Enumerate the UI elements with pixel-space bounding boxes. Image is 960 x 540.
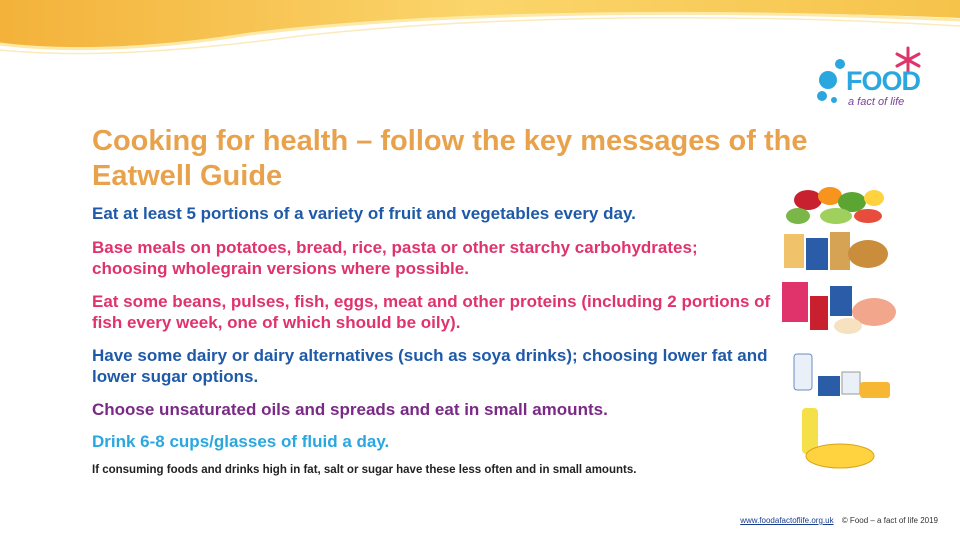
eatwell-food-illustration (778, 186, 904, 474)
message-starchy-carbs: Base meals on potatoes, bread, rice, pasta or other starchy carbohydrates; choosing wholegrain versions where possible. (92, 238, 698, 278)
slide-title: Cooking for health – follow the key messages of the Eatwell Guide (92, 125, 808, 192)
message-proteins: Eat some beans, pulses, fish, eggs, meat and other proteins (including 2 portions of fish every week, one of which should be oily). (92, 292, 771, 332)
food-fact-of-life-logo (812, 42, 932, 118)
message-oils-spreads: Choose unsaturated oils and spreads and eat in small amounts. (92, 400, 608, 419)
website-link[interactable]: www.foodafactoflife.org.uk (740, 516, 834, 525)
footer (740, 516, 938, 525)
logo-tagline: a fact of life (848, 96, 905, 108)
logo-wordmark: FOOD (846, 66, 920, 96)
fruit-veg-image (786, 187, 884, 224)
message-fluids: Drink 6-8 cups/glasses of fluid a day. (92, 432, 390, 451)
oils-spreads-image (802, 408, 874, 468)
message-dairy: Have some dairy or dairy alternatives (such as soya drinks); choosing lower fat and lower sugar options. (92, 346, 768, 386)
copyright-text: © Food – a fact of life 2019 (841, 516, 938, 525)
foods-high-fat-note: If consuming foods and drinks high in fat, salt or sugar have these less often and in small amounts. (92, 464, 637, 476)
message-fruit-veg: Eat at least 5 portions of a variety of fruit and vegetables every day. (92, 204, 636, 223)
protein-foods-image (782, 282, 896, 334)
dairy-foods-image (794, 354, 890, 398)
starchy-foods-image (784, 232, 888, 270)
